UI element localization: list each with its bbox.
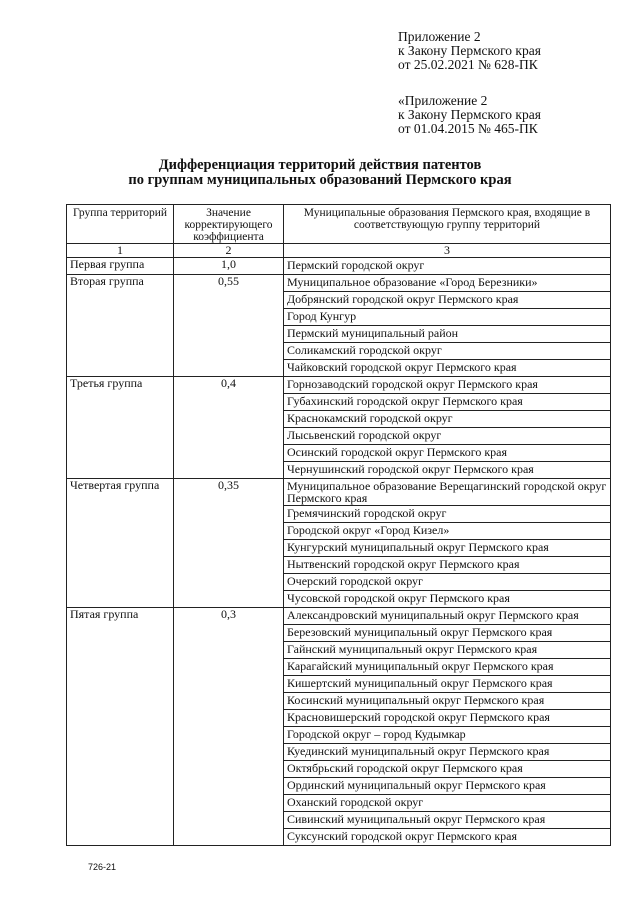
column-number: 1 bbox=[67, 244, 174, 258]
municipality-name: Красновишерский городской округ Пермского края bbox=[284, 709, 611, 726]
municipality-name: Карагайский муниципальный округ Пермского края bbox=[284, 658, 611, 675]
municipality-name: Чусовской городской округ Пермского края bbox=[284, 590, 611, 607]
column-number-row bbox=[67, 244, 611, 258]
municipality-name: Куединский муниципальный округ Пермского края bbox=[284, 743, 611, 760]
column-number: 3 bbox=[284, 244, 611, 258]
municipality-name: Александровский муниципальный округ Пермского края bbox=[284, 607, 611, 624]
document-code: 726-21 bbox=[88, 862, 117, 872]
municipality-name: Соликамский городской округ bbox=[284, 342, 611, 359]
header-line: к Закону Пермского края bbox=[398, 43, 541, 58]
coefficient-value: 0,3 bbox=[174, 607, 284, 845]
municipality-name: Пермский городской округ bbox=[284, 257, 611, 274]
group-name: Первая группа bbox=[67, 257, 174, 274]
municipality-name: Кунгурский муниципальный округ Пермского края bbox=[284, 539, 611, 556]
municipality-name: Косинский муниципальный округ Пермского края bbox=[284, 692, 611, 709]
municipality-name: Осинский городской округ Пермского края bbox=[284, 444, 611, 461]
municipality-name: Очерский городской округ bbox=[284, 573, 611, 590]
municipality-name: Октябрьский городской округ Пермского края bbox=[284, 760, 611, 777]
group-name: Вторая группа bbox=[67, 274, 174, 376]
municipality-name: Губахинский городской округ Пермского края bbox=[284, 393, 611, 410]
header-line: от 01.04.2015 № 465-ПК bbox=[398, 121, 538, 136]
column-number: 2 bbox=[174, 244, 284, 258]
table-row bbox=[67, 607, 611, 624]
municipality-name: Березовский муниципальный округ Пермского края bbox=[284, 624, 611, 641]
title-line: по группам муниципальных образований Пермского края bbox=[128, 172, 512, 188]
municipality-name: Горнозаводский городской округ Пермского края bbox=[284, 376, 611, 393]
municipality-name: Ординский муниципальный округ Пермского края bbox=[284, 777, 611, 794]
municipality-name: Гремячинский городской округ bbox=[284, 505, 611, 522]
table-header-row bbox=[67, 205, 611, 244]
municipality-name: Суксунский городской округ Пермского края bbox=[284, 828, 611, 845]
coefficient-value: 1,0 bbox=[174, 257, 284, 274]
municipality-name: Чайковский городской округ Пермского края bbox=[284, 359, 611, 376]
column-header-coefficient: Значение корректирующего коэффициента bbox=[174, 205, 284, 244]
territory-table bbox=[66, 204, 611, 846]
column-header-municipalities: Муниципальные образования Пермского края, входящие в соответствующую группу территорий bbox=[284, 205, 611, 244]
header-line: к Закону Пермского края bbox=[398, 107, 541, 122]
municipality-name: Муниципальное образование «Город Березники» bbox=[284, 274, 611, 291]
municipality-name: Краснокамский городской округ bbox=[284, 410, 611, 427]
municipality-name: Город Кунгур bbox=[284, 308, 611, 325]
table-row bbox=[67, 257, 611, 274]
municipality-name: Добрянский городской округ Пермского края bbox=[284, 291, 611, 308]
group-name: Четвертая группа bbox=[67, 478, 174, 607]
municipality-name: Пермский муниципальный район bbox=[284, 325, 611, 342]
column-header-group: Группа территорий bbox=[67, 205, 174, 244]
title-line: Дифференциация территорий действия патентов bbox=[158, 157, 482, 173]
table-row bbox=[67, 478, 611, 505]
header-line: Приложение 2 bbox=[398, 29, 481, 44]
municipality-name: Сивинский муниципальный округ Пермского края bbox=[284, 811, 611, 828]
document-title bbox=[0, 158, 640, 188]
municipality-name: Нытвенский городской округ Пермского края bbox=[284, 556, 611, 573]
table-row bbox=[67, 274, 611, 291]
municipality-name: Муниципальное образование Верещагинский городской округ Пермского края bbox=[284, 478, 611, 505]
group-name: Пятая группа bbox=[67, 607, 174, 845]
coefficient-value: 0,55 bbox=[174, 274, 284, 376]
header-line: «Приложение 2 bbox=[398, 93, 488, 108]
group-name: Третья группа bbox=[67, 376, 174, 478]
municipality-name: Кишертский муниципальный округ Пермского края bbox=[284, 675, 611, 692]
municipality-name: Лысьвенский городской округ bbox=[284, 427, 611, 444]
municipality-name: Гайнский муниципальный округ Пермского края bbox=[284, 641, 611, 658]
municipality-name: Чернушинский городской округ Пермского края bbox=[284, 461, 611, 478]
original-appendix-header bbox=[398, 94, 541, 136]
municipality-name: Городской округ «Город Кизел» bbox=[284, 522, 611, 539]
municipality-name: Оханский городской округ bbox=[284, 794, 611, 811]
table-row bbox=[67, 376, 611, 393]
header-line: от 25.02.2021 № 628-ПК bbox=[398, 57, 538, 72]
coefficient-value: 0,35 bbox=[174, 478, 284, 607]
appendix-header bbox=[398, 30, 541, 72]
municipality-name: Городской округ – город Кудымкар bbox=[284, 726, 611, 743]
coefficient-value: 0,4 bbox=[174, 376, 284, 478]
